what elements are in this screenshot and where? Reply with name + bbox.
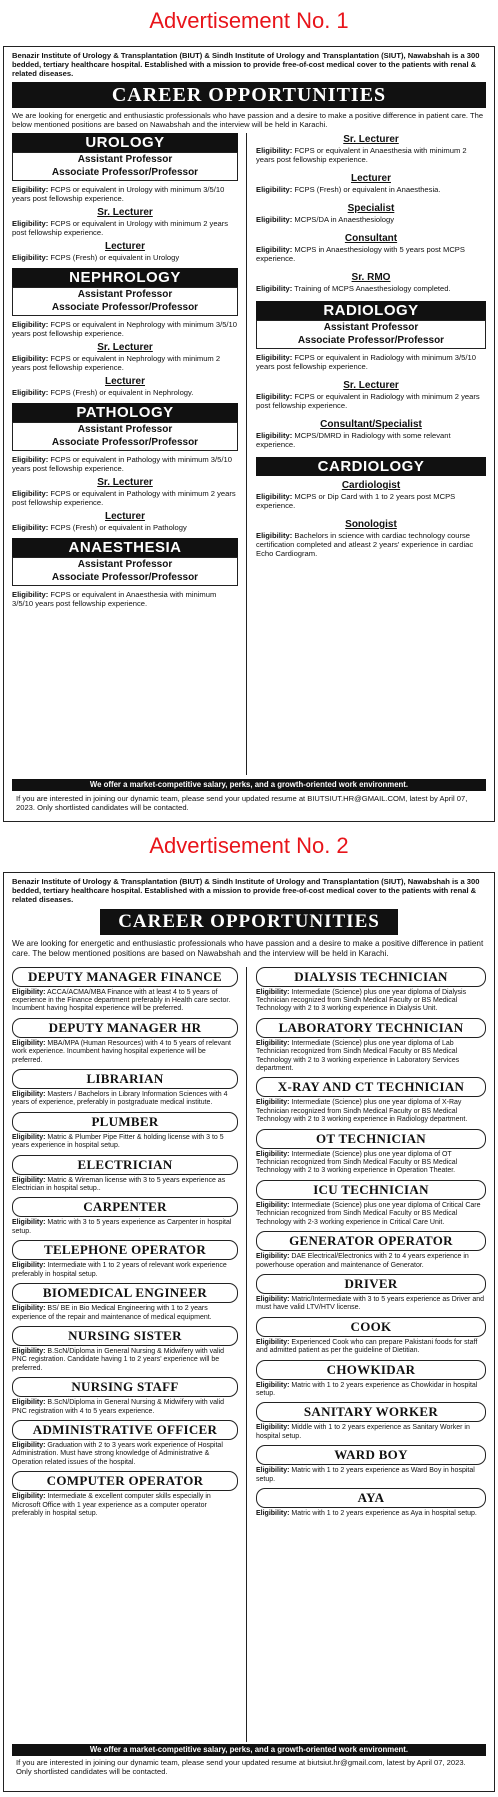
eligibility-text: Intermediate (Science) plus one year diploma of OT Technician recognized from Sindh Medical Faculty or BS Medical Technology with 2 to 3 working experience in Operation Theater. [256, 1150, 458, 1175]
eligibility-label: Eligibility: [256, 1150, 290, 1158]
eligibility-label: Eligibility: [256, 1253, 290, 1261]
eligibility [12, 1177, 238, 1194]
eligibility [256, 1099, 486, 1124]
eligibility [12, 1348, 238, 1373]
position-title: WARD BOY [256, 1445, 486, 1465]
eligibility-text: Matric with 3 to 5 years experience as Carpenter in hospital setup. [12, 1219, 232, 1235]
position-title: NURSING SISTER [12, 1326, 238, 1346]
eligibility-text: Intermediate with 1 to 2 years of relevant work experience preferably in hospital setup. [12, 1262, 227, 1278]
position-title: Associate Professor/Professor [51, 301, 199, 313]
position-title: DEPUTY MANAGER FINANCE [12, 967, 238, 987]
eligibility: Eligibility: Training of MCPS Anaesthesiology completed. [256, 284, 451, 294]
eligibility: Eligibility: MCPS or Dip Card with 1 to 2 years post MCPS experience. [256, 492, 456, 511]
ad2-offer-bar: We offer a market-competitive salary, perks, and a growth-oriented work environment. [12, 1744, 486, 1756]
eligibility-label: Eligibility: [12, 1399, 46, 1407]
eligibility: Eligibility: FCPS (Fresh) or equivalent in Nephrology. [12, 388, 194, 398]
eligibility-label: Eligibility: [12, 1493, 46, 1501]
ad2-description: We are looking for energetic and enthusiastic professionals who have passion and a desire to make a positive difference in patient care. The below mentioned positions are based on Nawabshah and the interview will be held in Karachi. [12, 938, 484, 958]
eligibility-text: B.ScN/Diploma in General Nursing & Midwifery with valid PNC registration. Candidate having 1 to 2 years' experience will be preferred. [12, 1347, 225, 1372]
eligibility-text: Intermediate (Science) plus one year diploma of Dialysis Technician recognized from Sindh Medical Faculty or BS Medical Technology with 2 to 3 working experience in Dialysis Unit. [256, 988, 467, 1013]
eligibility: Eligibility: Bachelors in science with cardiac technology course certification completed and atleast 2 years' experience in cardiac Echo Cardiogram. [256, 531, 474, 559]
eligibility [12, 989, 238, 1014]
eligibility: Eligibility: FCPS or equivalent in Urology with minimum 3/5/10 years post fellowship experience. [12, 185, 225, 204]
column-divider [246, 133, 247, 775]
position-title: DRIVER [256, 1274, 486, 1294]
dept-urology: UROLOGY [12, 133, 238, 152]
eligibility-label: Eligibility: [256, 1039, 290, 1047]
radiology-positions-box [256, 320, 486, 349]
role-title: Lecturer [104, 511, 145, 523]
ad1-right-column [256, 133, 486, 560]
eligibility-label: Eligibility: [12, 1091, 46, 1099]
column-divider [246, 967, 247, 1742]
position-title: ELECTRICIAN [12, 1155, 238, 1175]
ad2-left-column [12, 967, 238, 1523]
role-title: Lecturer [104, 376, 145, 388]
eligibility-text: Matric/Intermediate with 3 to 5 years experience as Driver and must have valid LTV/HTV license. [256, 1295, 484, 1312]
eligibility: Eligibility: FCPS or equivalent in Urology with minimum 2 years post fellowship experience. [12, 219, 229, 238]
position-title: PLUMBER [12, 1112, 238, 1132]
ad2-intro: Benazir Institute of Urology & Transplantation (BIUT) & Sindh Institute of Urology and Transplantation (SIUT), Nawabshah is a 300 bedded, tertiary healthcare hospital. Established with a mission to provide free-of-cost medical cover to the patients with renal & related diseases. [12, 877, 480, 905]
eligibility: Eligibility: FCPS or equivalent in Nephrology with minimum 2 years post fellowship experience. [12, 354, 221, 373]
eligibility-text: Matric with 1 to 2 years experience as Chowkidar in hospital setup. [256, 1381, 478, 1397]
eligibility: Eligibility: FCPS or equivalent in Radiology with minimum 3/5/10 years post fellowship experience. [256, 353, 476, 372]
ad1-offer-bar: We offer a market-competitive salary, perks, and a growth-oriented work environment. [12, 779, 486, 791]
role-title: Sr. RMO [351, 272, 391, 284]
eligibility-label: Eligibility: [12, 1347, 46, 1355]
position-title: Associate Professor/Professor [51, 571, 199, 583]
eligibility [256, 1382, 486, 1399]
eligibility-label: Eligibility: [256, 1509, 290, 1517]
eligibility-label: Eligibility: [12, 1262, 46, 1270]
urology-positions-box [12, 152, 238, 181]
position-title: Associate Professor/Professor [297, 334, 445, 346]
eligibility-text: Middle with 1 to 2 years experience as Sanitary Worker in hospital setup. [256, 1424, 470, 1440]
role-title: Consultant [344, 233, 398, 245]
position-title: COMPUTER OPERATOR [12, 1471, 238, 1491]
position-title: DIALYSIS TECHNICIAN [256, 967, 486, 987]
eligibility-text: DAE Electrical/Electronics with 2 to 4 years experience in powerhouse operation and maintenance of Generator. [256, 1253, 469, 1269]
advertisement-1 [3, 46, 495, 822]
eligibility [256, 1040, 486, 1074]
eligibility [256, 1424, 486, 1441]
eligibility-label: Eligibility: [12, 1133, 46, 1141]
position-title: LIBRARIAN [12, 1069, 238, 1089]
eligibility-label: Eligibility: [256, 1338, 290, 1346]
position-title: Assistant Professor [77, 424, 173, 436]
ad2-right-column [256, 967, 486, 1523]
eligibility-label: Eligibility: [256, 1424, 290, 1432]
eligibility-text: Matric & Plumber Pipe Fitter & holding license with 3 to 5 years experience in hospital setup. [12, 1133, 224, 1150]
role-title: Sr. Lecturer [343, 380, 399, 392]
eligibility-label: Eligibility: [256, 1381, 290, 1389]
eligibility-text: Matric with 1 to 2 years experience as Ward Boy in hospital setup. [256, 1467, 475, 1483]
eligibility [12, 1262, 238, 1279]
eligibility [256, 1510, 486, 1518]
eligibility [12, 1399, 238, 1416]
position-title: Assistant Professor [77, 154, 173, 166]
eligibility: Eligibility: FCPS (Fresh) or equivalent in Anaesthesia. [256, 185, 441, 195]
eligibility-text: Intermediate (Science) plus one year diploma of Critical Care Technician recognized from Sindh Medical Faculty or BS Medical Technology with 2-3 working experience in Critical Care Unit. [256, 1201, 481, 1226]
position-title: Associate Professor/Professor [51, 166, 199, 178]
position-title: X-RAY AND CT TECHNICIAN [256, 1077, 486, 1097]
ad1-intro: Benazir Institute of Urology & Transplantation (BIUT) & Sindh Institute of Urology and Transplantation (SIUT), Nawabshah is a 300 bedded, tertiary healthcare hospital. Established with a mission to provide free-of-cost medical cover to the patients with renal & related diseases. [12, 51, 480, 79]
eligibility-text: B.ScN/Diploma in General Nursing & Midwifery with valid PNC registration with 4 to 5 years experience. [12, 1399, 225, 1415]
eligibility [256, 1202, 486, 1227]
eligibility-label: Eligibility: [12, 1176, 46, 1184]
position-title: BIOMEDICAL ENGINEER [12, 1283, 238, 1303]
eligibility [256, 1339, 486, 1356]
dept-cardiology: CARDIOLOGY [256, 457, 486, 476]
pathology-positions-box [12, 422, 238, 451]
eligibility [12, 1442, 238, 1467]
eligibility-label: Eligibility: [12, 988, 46, 996]
role-title: Sr. Lecturer [97, 477, 153, 489]
eligibility: Eligibility: FCPS or equivalent in Radiology with minimum 2 years post fellowship experience. [256, 392, 480, 411]
eligibility: Eligibility: MCPS/DMRD in Radiology with some relevant experience. [256, 431, 451, 450]
eligibility [256, 1296, 486, 1313]
eligibility: Eligibility: FCPS or equivalent in Pathology with minimum 3/5/10 years post fellowship experience. [12, 455, 232, 474]
eligibility-text: Intermediate & excellent computer skills especially in Microsoft Office with 1 year experience as a computer operator preferably in hospital setup. [12, 1493, 211, 1517]
ad2-apply-text: If you are interested in joining our dynamic team, please send your updated resume at biutsiut.hr@gmail.com, latest by April 07, 2023. Only shortlisted candidates will be contacted. [16, 1757, 466, 1776]
role-title: Sr. Lecturer [343, 134, 399, 146]
eligibility-label: Eligibility: [256, 1467, 290, 1475]
eligibility [12, 1091, 238, 1108]
ad1-left-column [12, 133, 238, 610]
position-title: CARPENTER [12, 1197, 238, 1217]
eligibility: Eligibility: FCPS or equivalent in Anaesthesia with minimum 3/5/10 years post fellowship experience. [12, 590, 217, 609]
position-title: SANITARY WORKER [256, 1402, 486, 1422]
eligibility [12, 1305, 238, 1322]
ad1-apply-text: If you are interested in joining our dynamic team, please send your updated resume at BIUTSIUT.HR@GMAIL.COM, latest by April 07, 2023. Only shortlisted candidates will be contacted. [16, 794, 468, 813]
eligibility-text: MBA/MPA (Human Resources) with 4 to 5 years of relevant work experience. Incumbent having hospital experience will be preferred. [12, 1039, 231, 1064]
advertisement-1-heading: Advertisement No. 1 [149, 8, 349, 33]
eligibility-text: ACCA/ACMA/MBA Finance with at least 4 to 5 years of experience in the Finance department preferably in Health care sector. Incumbent having hospital experience will be preferred. [12, 988, 231, 1013]
advertisement-2 [3, 872, 495, 1792]
ad1-columns [12, 133, 486, 775]
position-title: ICU TECHNICIAN [256, 1180, 486, 1200]
position-title: Assistant Professor [323, 322, 419, 334]
nephrology-positions-box [12, 287, 238, 316]
position-title: LABORATORY TECHNICIAN [256, 1018, 486, 1038]
eligibility [12, 1134, 238, 1151]
position-title: NURSING STAFF [12, 1377, 238, 1397]
eligibility [12, 1493, 238, 1518]
ad1-description: We are looking for energetic and enthusiastic professionals who have passion and a desire to make a positive difference in patient care. The below mentioned positions are based on Nawabshah and the interview will be held in Karachi. [12, 110, 484, 129]
position-title: TELEPHONE OPERATOR [12, 1240, 238, 1260]
eligibility-label: Eligibility: [12, 1219, 46, 1227]
eligibility-label: Eligibility: [12, 1305, 46, 1313]
eligibility [256, 1151, 486, 1176]
dept-nephrology: NEPHROLOGY [12, 268, 238, 287]
role-title: Specialist [347, 203, 395, 215]
role-title: Lecturer [104, 241, 145, 253]
eligibility-text: BS/ BE in Bio Medical Engineering with 1 to 2 years experience of the repair and maintenance of medical equipment. [12, 1305, 212, 1321]
dept-anaesthesia: ANAESTHESIA [12, 538, 238, 557]
eligibility-text: Graduation with 2 to 3 years work experience of Hospital Administration. Must have strong knowledge of Administrative & Operation related issues of the hospital. [12, 1441, 223, 1466]
eligibility-text: Experienced Cook who can prepare Pakistani foods for staff and admitted patient as per the guideline of Dietitian. [256, 1338, 478, 1355]
eligibility: Eligibility: FCPS or equivalent in Nephrology with minimum 3/5/10 years post fellowship experience. [12, 320, 237, 339]
position-title: Associate Professor/Professor [51, 436, 199, 448]
eligibility: Eligibility: FCPS or equivalent in Anaesthesia with minimum 2 years post fellowship experience. [256, 146, 467, 165]
eligibility [256, 1253, 486, 1270]
eligibility-text: Intermediate (Science) plus one year diploma of X-Ray Technician recognized from Sindh Medical Faculty or BS Medical Technology with 2 to 3 working experience in Radiology department. [256, 1099, 468, 1124]
eligibility-text: Matric with 1 to 2 years experience as Aya in hospital setup. [291, 1509, 477, 1517]
role-title: Sonologist [345, 519, 397, 531]
eligibility-label: Eligibility: [12, 1441, 46, 1449]
eligibility: Eligibility: FCPS or equivalent in Pathology with minimum 2 years post fellowship experience. [12, 489, 236, 508]
eligibility: Eligibility: FCPS (Fresh) or equivalent in Urology [12, 253, 180, 263]
dept-pathology: PATHOLOGY [12, 403, 238, 422]
eligibility-label: Eligibility: [256, 988, 290, 996]
position-title: Assistant Professor [77, 559, 173, 571]
ad2-banner: CAREER OPPORTUNITIES [100, 909, 398, 935]
eligibility-label: Eligibility: [256, 1201, 290, 1209]
eligibility-text: Masters / Bachelors in Library Information Sciences with 4 years of experience, preferably in postgraduate medical institute. [12, 1091, 228, 1107]
position-title: OT TECHNICIAN [256, 1129, 486, 1149]
eligibility: Eligibility: MCPS/DA in Anaesthesiology [256, 215, 395, 225]
dept-radiology: RADIOLOGY [256, 301, 486, 320]
position-title: DEPUTY MANAGER HR [12, 1018, 238, 1038]
eligibility-label: Eligibility: [256, 1099, 290, 1107]
anaesthesia-positions-box [12, 557, 238, 586]
role-title: Sr. Lecturer [97, 207, 153, 219]
eligibility-text: Intermediate (Science) plus one year diploma of Lab Technician recognized from Sindh Medical Faculty or BS Medical Technology with 2 to 3 working experience in Laboratory Services department. [256, 1039, 460, 1073]
position-title: COOK [256, 1317, 486, 1337]
role-title: Sr. Lecturer [97, 342, 153, 354]
ad1-banner: CAREER OPPORTUNITIES [12, 82, 486, 108]
position-title: ADMINISTRATIVE OFFICER [12, 1420, 238, 1440]
position-title: CHOWKIDAR [256, 1360, 486, 1380]
advertisement-2-heading: Advertisement No. 2 [149, 833, 349, 858]
eligibility [12, 1219, 238, 1236]
position-title: GENERATOR OPERATOR [256, 1231, 486, 1251]
eligibility-text: Matric & Wireman license with 3 to 5 years experience as Electrician in hospital setup.. [12, 1176, 226, 1193]
eligibility [256, 989, 486, 1014]
eligibility: Eligibility: MCPS in Anaesthesiology with 5 years post MCPS experience. [256, 245, 465, 264]
position-title: AYA [256, 1488, 486, 1508]
eligibility [12, 1040, 238, 1065]
position-title: Assistant Professor [77, 289, 173, 301]
eligibility: Eligibility: FCPS (Fresh) or equivalent in Pathology [12, 523, 187, 533]
role-title: Lecturer [350, 173, 391, 185]
eligibility [256, 1467, 486, 1484]
ad2-columns [12, 967, 486, 1742]
role-title: Consultant/Specialist [320, 419, 422, 431]
role-title: Cardiologist [341, 480, 401, 492]
eligibility-label: Eligibility: [256, 1295, 290, 1303]
eligibility-label: Eligibility: [12, 1039, 46, 1047]
